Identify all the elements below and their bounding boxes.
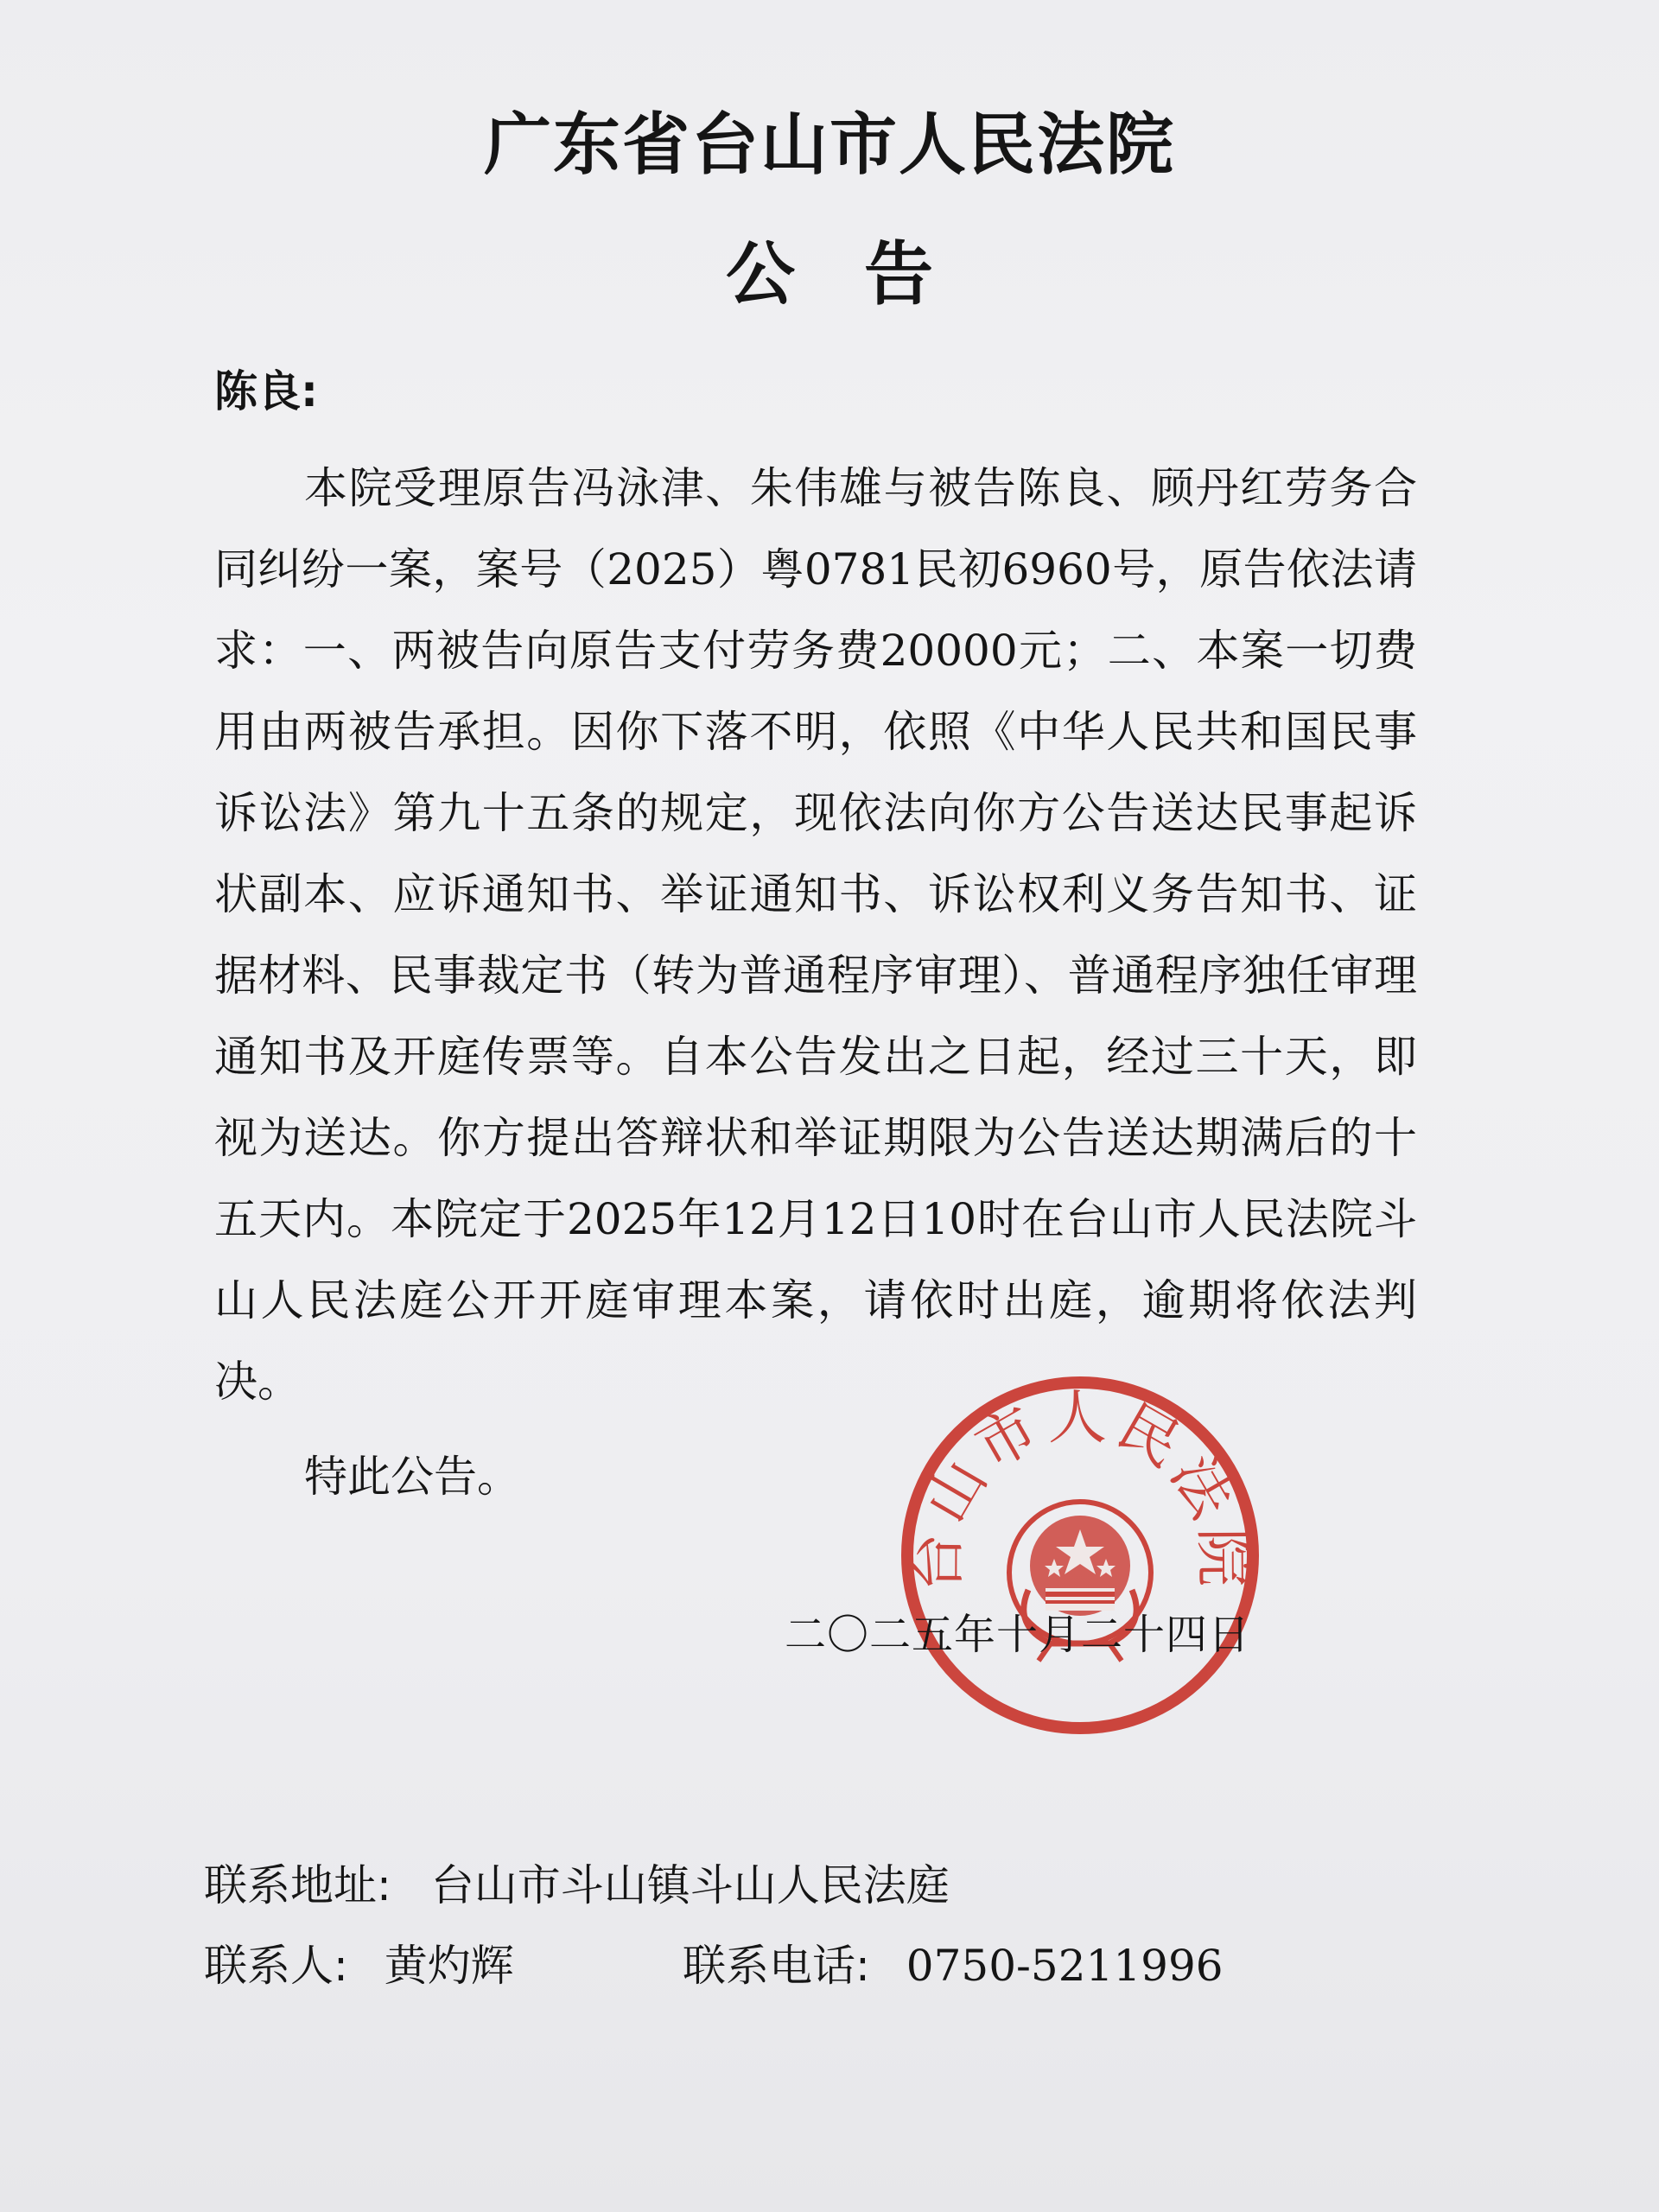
closing-statement: 特此公告。 xyxy=(304,1452,520,1502)
court-seal xyxy=(899,1374,1262,1737)
contact-address-label: 联系地址: xyxy=(204,1860,391,1910)
issue-date: 二〇二五年十月二十四日 xyxy=(785,1611,1251,1659)
contact-person xyxy=(204,1931,514,2000)
court-name: 广东省台山市人民法院 xyxy=(483,106,1175,184)
document-title: 公告 xyxy=(726,234,1002,315)
contact-person-value: 黄灼辉 xyxy=(384,1941,514,1991)
contact-address-value: 台山市斗山镇斗山人民法庭 xyxy=(430,1860,950,1910)
contact-phone xyxy=(683,1931,1224,2000)
contact-person-label: 联系人: xyxy=(204,1941,348,1991)
contact-phone-label: 联系电话: xyxy=(683,1941,870,1991)
contact-address xyxy=(204,1851,950,1920)
addressee: 陈良: xyxy=(214,366,318,416)
notice-body: 本院受理原告冯泳津、朱伟雄与被告陈良、顾丹红劳务合同纠纷一案，案号（2025）粤0781民初6960号，原告依法请求：一、两被告向原告支付劳务费20000元；二、本案一切费用由两被告承担。因你下落不明，依照《中华人民共和国民事诉讼法》第九十五条的规定，现依法向你方公告送达民事起诉状副本、应诉通知书、举证通知书、诉讼权利义务告知书、证据材料、民事裁定书（转为普通程序审理）、普通程序独任审理通知书及开庭传票等。自本公告发出之日起，经过三十天，即视为送达。你方提出答辩状和举证期限为公告送达期满后的十五天内。本院定于2025年12月12日10时在台山市人民法院斗山人民法庭公开开庭审理本案，请依时出庭，逾期将依法判决。 xyxy=(214,463,1417,1407)
contact-phone-value: 0750-5211996 xyxy=(906,1941,1224,1991)
seal-text: 台山市人民法院 xyxy=(903,1384,1257,1592)
